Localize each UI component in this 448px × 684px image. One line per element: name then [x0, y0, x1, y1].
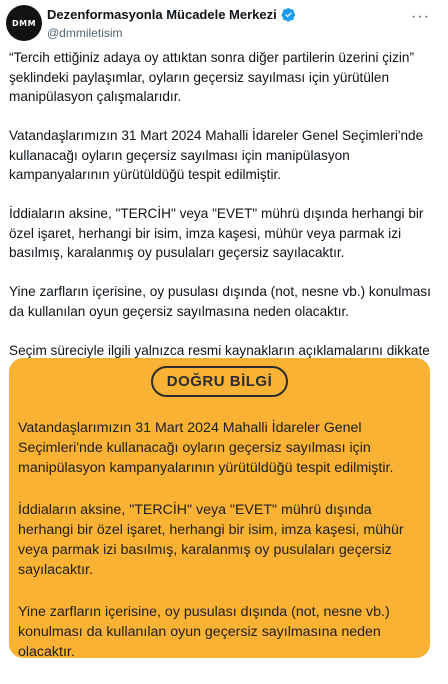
card-text: [18, 418, 418, 684]
badge-container: [9, 366, 430, 397]
verified-badge-icon: [281, 7, 296, 22]
tweet-paragraph: “Tercih ettiğiniz adaya oy attıktan sonra diğer partilerin üzerini çizin” şeklindeki paylaşımlar, oyların geçersiz sayılması için yürütülen manipülasyon çalışmalarıdır.: [9, 50, 414, 104]
author-name-row: [47, 7, 296, 22]
tweet-paragraph: Yine zarfların içerisine, oy pusulası dışında (not, nesne vb.) konulması da kullanılan oyun geçersiz sayılmasına neden olacaktır.: [9, 284, 431, 319]
avatar[interactable]: DMM: [6, 5, 42, 41]
card-paragraph: İddiaların aksine, "TERCİH" veya "EVET" mührü dışında herhangi bir özel işaret, herhangi bir isim, imza kaşesi, mühür veya parmak izi basılmış, karalanmış oy pusulaları geçersiz sayılacaktır.: [18, 502, 404, 578]
card-paragraph: Yine zarfların içerisine, oy pusulası dışında (not, nesne vb.) konulması da kullanılan oyun geçersiz sayılmasına neden olacaktır.: [18, 604, 390, 660]
dogru-bilgi-badge: DOĞRU BİLGİ: [151, 366, 289, 397]
author-display-name[interactable]: Dezenformasyonla Mücadele Merkezi: [47, 7, 277, 22]
tweet-paragraph: İddiaların aksine, "TERCİH" veya "EVET" mührü dışında herhangi bir özel işaret, herhangi bir isim, imza kaşesi, mühür veya parmak izi basılmış, karalanmış oy pusulaları geçersiz sayılacaktır.: [9, 206, 424, 260]
tweet-paragraph: Vatandaşlarımızın 31 Mart 2024 Mahalli İdareler Genel Seçimleri'nde kullanacağı oyların geçersiz sayılması için manipülasyon kampanyalarının yürütüldüğü tespit edilmiştir.: [9, 128, 424, 182]
author-handle[interactable]: @dmmiletisim: [47, 26, 123, 40]
tweet-header: [0, 0, 448, 48]
tweet-paragraph-text: Seçim süreciyle ilgili yalnızca resmi kaynakların açıklamalarını dikkate: [9, 342, 430, 358]
more-options-icon[interactable]: ···: [411, 8, 430, 25]
tweet-text: [9, 48, 441, 381]
tweet-image[interactable]: [9, 358, 430, 658]
card-paragraph: Vatandaşlarımızın 31 Mart 2024 Mahalli İdareler Genel Seçimleri'nde kullanacağı oyların geçersiz sayılması için manipülasyon kampanyalarının yürütüldüğü tespit edilmiştir.: [18, 420, 394, 476]
